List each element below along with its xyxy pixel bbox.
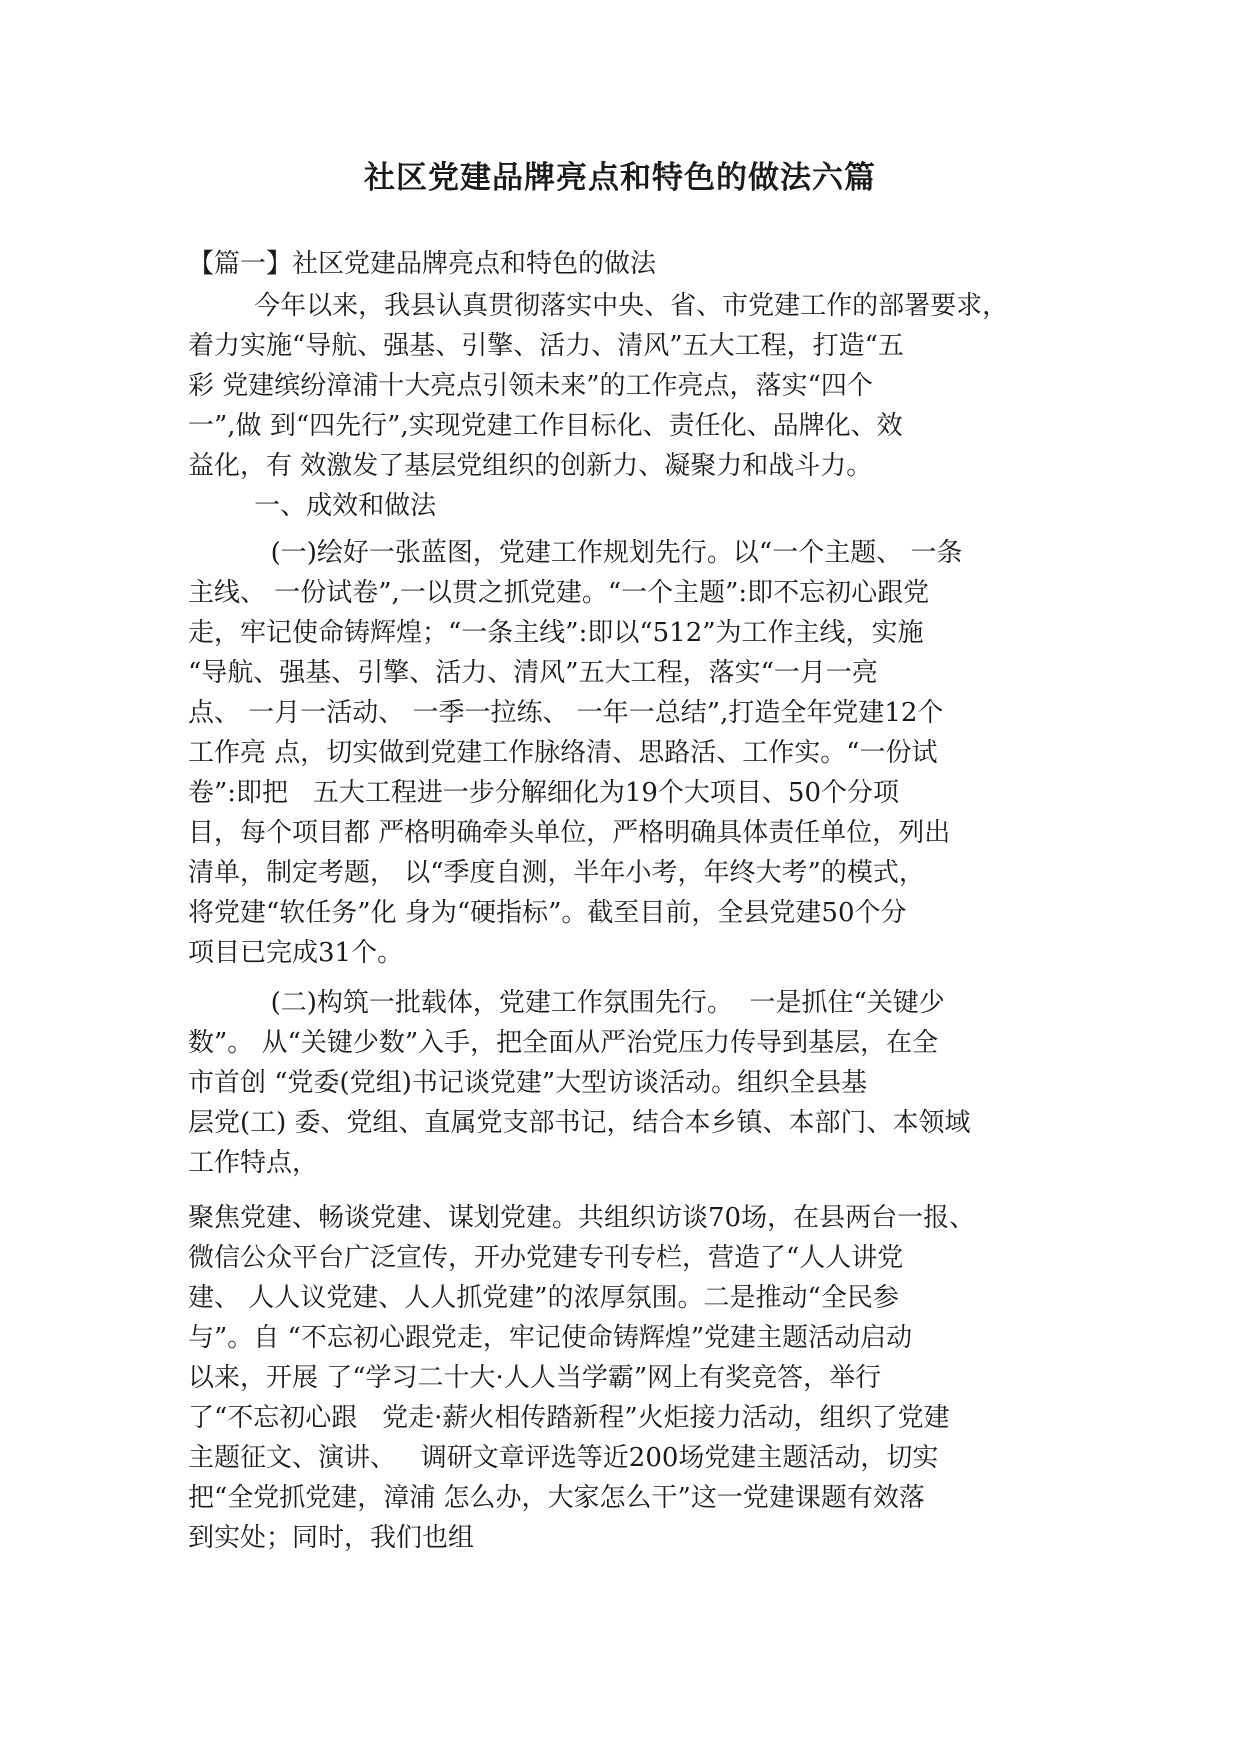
body-text-line: (二)构筑一批载体，党建工作氛围先行。 一是抓住“关键少 — [188, 988, 945, 1018]
section-heading: 【篇一】社区党建品牌亮点和特色的做法 — [188, 249, 657, 279]
subsection-heading: 一、成效和做法 — [188, 491, 437, 521]
body-text-line: 微信公众平台广泛宣传，开办党建专刊专栏，营造了“人人讲党 — [188, 1243, 904, 1273]
body-text-line: 数”。 从“关键少数”入手，把全面从严治党压力传导到基层，在全 — [188, 1028, 939, 1058]
body-text-line: 益化，有 效激发了基层党组织的创新力、凝聚力和战斗力。 — [188, 451, 873, 481]
body-text-line: 聚焦党建、畅谈党建、谋划党建。共组织访谈70场，在县两台一报、 — [188, 1203, 976, 1233]
body-text-line: 主线、 一份试卷”,一以贯之抓党建。“一个主题”:即不忘初心跟党 — [188, 578, 930, 608]
body-text-line: 彩 党建缤纷漳浦十大亮点引领未来”的工作亮点，落实“四个 — [188, 371, 873, 401]
body-text-line: 工作亮 点，切实做到党建工作脉络清、思路活、工作实。“一份试 — [188, 738, 938, 768]
body-text-line: 了“不忘初心跟 党走·薪火相传踏新程”火炬接力活动，组织了党建 — [188, 1403, 950, 1433]
body-text-line: 项目已完成31个。 — [188, 938, 404, 968]
body-text-line: 以来，开展 了“学习二十大·人人当学霸”网上有奖竞答，举行 — [188, 1363, 882, 1393]
document-title: 社区党建品牌亮点和特色的做法六篇 — [364, 160, 876, 196]
body-text-line: 层党(工) 委、党组、直属党支部书记，结合本乡镇、本部门、本领域 — [188, 1108, 971, 1138]
body-text-line: 卷”:即把 五大工程进一步分解细化为19个大项目、50个分项 — [188, 778, 900, 808]
body-text-line: 清单，制定考题， 以“季度自测，半年小考，年终大考”的模式， — [188, 858, 925, 888]
body-text-line: 一”,做 到“四先行”,实现党建工作目标化、责任化、品牌化、效 — [188, 411, 903, 441]
body-text-line: “导航、强基、引擎、活力、清风”五大工程，落实“一月一亮 — [188, 658, 878, 688]
body-text-line: 与”。自 “不忘初心跟党走，牢记使命铸辉煌”党建主题活动启动 — [188, 1323, 913, 1353]
body-text-line: 工作特点， — [188, 1148, 319, 1178]
body-text-line: 把“全党抓党建，漳浦 怎么办，大家怎么干”这一党建课题有效落 — [188, 1483, 925, 1513]
body-text-line: 点、 一月一活动、 一季一拉练、 一年一总结”,打造全年党建12个 — [188, 698, 944, 728]
body-text-line: 将党建“软任务”化 身为“硬指标”。截至目前，全县党建50个分 — [188, 898, 907, 928]
body-text-line: (一)绘好一张蓝图，党建工作规划先行。以“一个主题、 一条 — [188, 538, 963, 568]
body-text-line: 市首创 “党委(党组)书记谈党建”大型访谈活动。组织全县基 — [188, 1068, 868, 1098]
body-text-line: 主题征文、演讲、 调研文章评选等近200场党建主题活动，切实 — [188, 1443, 939, 1473]
body-text-line: 到实处；同时，我们也组 — [188, 1523, 475, 1553]
body-text-line: 建、 人人议党建、人人抓党建”的浓厚氛围。二是推动“全民参 — [188, 1283, 899, 1313]
body-text-line: 目，每个项目都 严格明确牵头单位，严格明确具体责任单位，列出 — [188, 818, 951, 848]
body-text-line: 走，牢记使命铸辉煌；“一条主线”:即以“512”为工作主线，实施 — [188, 618, 924, 648]
body-text-line: 今年以来，我县认真贯彻落实中央、省、市党建工作的部署要求， — [188, 291, 1009, 321]
body-text-line: 着力实施“导航、强基、引擎、活力、清风”五大工程，打造“五 — [188, 331, 904, 361]
